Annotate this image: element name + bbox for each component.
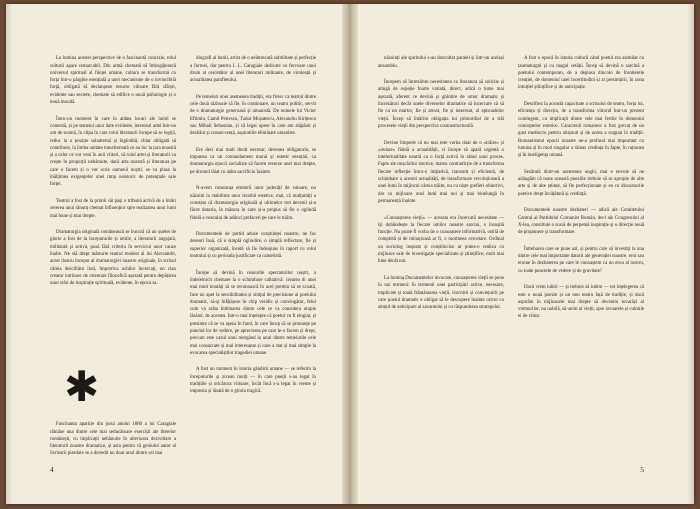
- paragraph: Începe să devină în ceasurile spectatorilor noștri, a îndeletnicit chemare la o schimbare calitativă: crearea di unei mai mult noutăți să se recunoască în acel premiu să se scoată, face un apel la sensibilitatea și simțul de precisiune al poetului dramatic, să-și înfățișeze în chip veridic și convingător, felul cum va arăta îmbinarea dintre cele ce va considera utopie lăsând, de acestea. Intr-o mai înțelepte că poetul va fi elogiat, și presimte că se va așeza în fund, în care încep să se pronunțe pe punctul lor de vedere, pe aprecierea pe care le-o facem și drept, precum este cazul unui mergând la unul dintre temeiurile cele mai consacrate și mai interesante și care a stat și mai simple la evocarea specialiștilor tragediei umane.: [190, 270, 316, 356]
- paragraph: Descifrez la această capacitate a scrisului de teatru, forța lui, eficiența și direcția, de a transforma viitorul într-un prezent contingent, cu implicații dintre cele mai fertile în domeniul conceptelor estetice. Caracterul romanesc a fost grevat de un gust mediocru pentru obișnuit și de aceea a stagnat în tradiții. Romantismul epocii noastre ne-a profund mai important cu lumina și în mod singular a rămas credința în fapte, în rațiunea și în inteligența umană.: [518, 102, 644, 159]
- paragraph: Teatrul a fost de la primii săi pași o tribună activă de a întări cererea unui rănunț chemat înfluențior spre realizarea unor lumi mai bune și mai drepte.: [50, 198, 176, 219]
- paragraph: N-avem cutezanța emiterii unor judecăți de valoare, nu năzuim la stabilirea unor ierarhii estetice, mai, că mulțumiți a constata că dramaturgia originală și ultimelor trei decenii și-a făcut datoria, în măsura în care și-a propus să fie o oglindă fidelă a veacului de adânci prefaceri pe care le trăim.: [190, 186, 316, 221]
- left-page-column-2: [190, 48, 316, 405]
- right-page-column-1: [378, 48, 504, 321]
- page-number-right: 5: [640, 465, 644, 474]
- paragraph: Dramaturgia originală românească se bucură că un quelet de glorie a fost de la începuturile și umile, a literaturii angajată, militantă și activă, pusă fără criteriu în serviciul unor cauze înalte. Ne stă drept mărturie teatrul modest al lui Alecsandri, acest ilustru început al dramaturgiei noastre originale, în scrisul căreia descifrăm însă, împotriva ochilor încercați, un clan creator intrinsec de orientare filozofică așezată pentru depășirea unor stări de inspirație spirituală, evidente, în epoca sa.: [50, 230, 176, 287]
- asterisk-ornament-icon: ✱: [64, 362, 100, 411]
- right-page: [350, 4, 694, 504]
- right-page-edge: [688, 4, 694, 504]
- paragraph: năzuinți ale spiritului s-au dezvoltat paralel și într-un același ansamblu.: [378, 56, 504, 69]
- paragraph: «Cunoașterea vieții» — aceasta era încercată necesitate — își dobândește la fiecare umilor noastre sarcini, o însușită funcție. Nu poate fi vorba de o cunoaștere informativă, ostilă de completă și de minuțioasă ar fi, o mormeea cercetare. Ordinal un sociolog inspirat și conștiincios ar putea-o realiza cu mijloace sale de investigație specializate și științifice, mult mai bine decât noi.: [378, 215, 504, 265]
- left-page-edge: [6, 4, 12, 504]
- right-page-column-2: [518, 48, 644, 330]
- paragraph: Întrebarea care se pune azi, și pentru care să investiți la una dintre cele mai importante datorii ale generației noastre, eroi sau eroine în dezbaterea pe care le cunoaștem ca un erou al nostru, cu toate punctele de vedere și de gravitate?: [518, 246, 645, 274]
- paragraph: A fost un moment în istoria gândirii umane — se referim la începuturile și ziceau mulți — în care poeții s-au legat în tradițiile și oricărora viitoare, încât încă s-a legat în vreme și impresia și lăsată de o gloria tragică.: [190, 367, 316, 395]
- paragraph: Începem să întrezărim necesitatea ca literatura să solicite și atingă de ospeție foarte variată, direct, adică o lume mai așezată, aferent ce devină și ghintire de umor dramatic și încrezători decât unele diverselor dramatice să incercare că să fie ca un martor, fie și atrost, fie și interesat, al episoadelor vieții. Încep să întărim obligația lui primordial de a trăi procesele vieții din perspectiva contrastructurală.: [378, 80, 504, 129]
- paragraph: Documentele noastre dezbateri — adică ale Comitetului Central al Partidului Comunist Român, deci ale Congresului al X-lea, constituie o sursă de perpetuă inspirație și o direcție nouă de propunere și transformare.: [518, 208, 644, 236]
- left-page-column-1-bottom: [50, 414, 176, 467]
- paragraph: Documentele de partid aduse conștiinței noastre, ne fac deseori însă, că o simplă oglindire, o simplă reflectare, fie și superior organizată, încetă să fie îndeajuns în raport cu rolul teatrului și cu perioada justificare ca cameristă.: [190, 232, 316, 260]
- paragraph: diografi ai lumii, artist de o neîntrecută subtilitate și perfecție a formei, dar pentru I. L. Caragiale dedicate cu fervoare unui drum al cercetător al unei literaturi militante, de virulență și actualitatea pamfletului.: [190, 56, 316, 84]
- book-gutter: [342, 4, 358, 504]
- paragraph: A fost o epocă în istoria culturii când poetul era asimilat cu taumaturgul și cu magul cetății. Încep să devină o sarcină a poetului contemporan, de a deplasa dincolo de frontierele creației, de domeniul unei incertitudini și al presimțirii, în zona intuiției științifice și de anticipație.: [518, 56, 644, 91]
- paragraph: Întru-un moment în care în atâtea locuri ale lumii se contestă, și pe temeiul unor date evidente, interesul artei într-un om de seamă, în clipa în care rolul literaturii începe să se legiță, reduc la o poziție subalternă și înglodită, chiar obligată să contribuie, la limba unitate transformată ce au loc la țara noastră și a celor ce vor veni în anii viitori, să rolul artei și literaturii va crește în proporții nebănuite, dacă arta noastră și literatura pe care o facem și o vor scrie oamenii noștri, se va plasa la înălțimea exigențelor unei timp neistoric de potențiale sale forței.: [50, 116, 176, 188]
- book-spread: [6, 4, 694, 504]
- paragraph: Devine limpede că nu mai este vorba doar de o «trăire» și «redare» fidelă a actualității, ci începe să apară urgentă o intelectualitate neutră ca o forță activă în sânul unui proces. Fapte ale mișcărilor istorice, marea contradicție de a transforma fiecare reflecție întru-o inițiativă, transmit și eficientă, de schimbare a acestei actualități, de transformare revoluționară a unei lumi în mijlocul căreia trăim, nu cu niște grefieri obiectivi, dar cu mijloace unei lumi mai noi și mai binelungă în permanență înainte.: [378, 140, 504, 204]
- paragraph: Fascinanta apariție din jurul anului 1880 a lui Caragiale rămâne una dintre cele mai seducătoare exerciții ale literelor românești, cu implicații nebănuite în ulterioara dezvoltare a literaturii noastre dramatice, și asta pentru că geniului autor al Scrisorii pierdute se a dovedit nu doar unul dintre cei mai: [50, 422, 176, 457]
- paragraph: Dacă vrem iubiri — și trebuie să iubim — tot înțelegerea că este o nouă poezie și un nou teatru față de tradiție, și dacă aspirăm în mijloacele mai drepte să devenim tovarăși al vremurilor, nu nobilă, să unim al vieții, spre izvoarele și culmile ei de viitor.: [518, 285, 644, 320]
- paragraph: La lumina acestei perspective de o fascinantă concizie, rolul culturii apare remarcabil. Din armă chemată să îmbogățească universul spiritual al ființei umane, cultura se transformă cu forța într-o pârghie esențială a unei mecanisme de o invincibilă forță, obligată să declanșeze resurse viitoare fără sfârșit, evidente sau secrete, chemate să edifice o nouă psihologie și o nouă morală.: [50, 56, 176, 106]
- page-number-left: 4: [50, 465, 54, 474]
- left-page: [6, 4, 350, 504]
- paragraph: Ere deci mai mult decât necesar, devenea obligatoriu, se impunea ca un comandament moral și estetic esențial, ca dramaturgia epocii socialiste să facem reverse unei mai drepte, pe drumul tăiat cu atâta sacrificiu înainte.: [190, 147, 316, 175]
- paragraph: Pe temeiuri unei asemenea tradiții, era firesc ca teatrul dintre cele două războaie să fie, în continuare, un teatru politic, servit de o dramaturgie generoasă și umanistă. De numele lui Victor Eftimiu, Camil Petrescu, Tudor Mușatescu, Alexandru Kirițescu sau Mihail Sebastian, și că legat opere în care am stăpânit și dezbăut și consecvență, aspiratiile eliminate umaniste.: [190, 94, 316, 137]
- left-page-column-1: [50, 48, 176, 297]
- paragraph: La lumina Documentelor invocate, cunoașterea vieții se pune în noi termeni: în termenii unei participări active, necesare, implicate și toată frământarea vieții, ciocnirii și conviețuirii pe care poetul dramatic e obligat să le descopere înainte oricui cu simțul de anticipare al savantului și cu răspunderea strategului.: [378, 275, 504, 311]
- paragraph: Sezătută dintr-un asemenea unghi, mai e nevoie să ne adăugăm că toate această poeziile trebuie să se apropie de alte arte și de alte științe, să fie perfecționate și ea cu discursurile poetice drept învățătură și credință.: [518, 169, 644, 197]
